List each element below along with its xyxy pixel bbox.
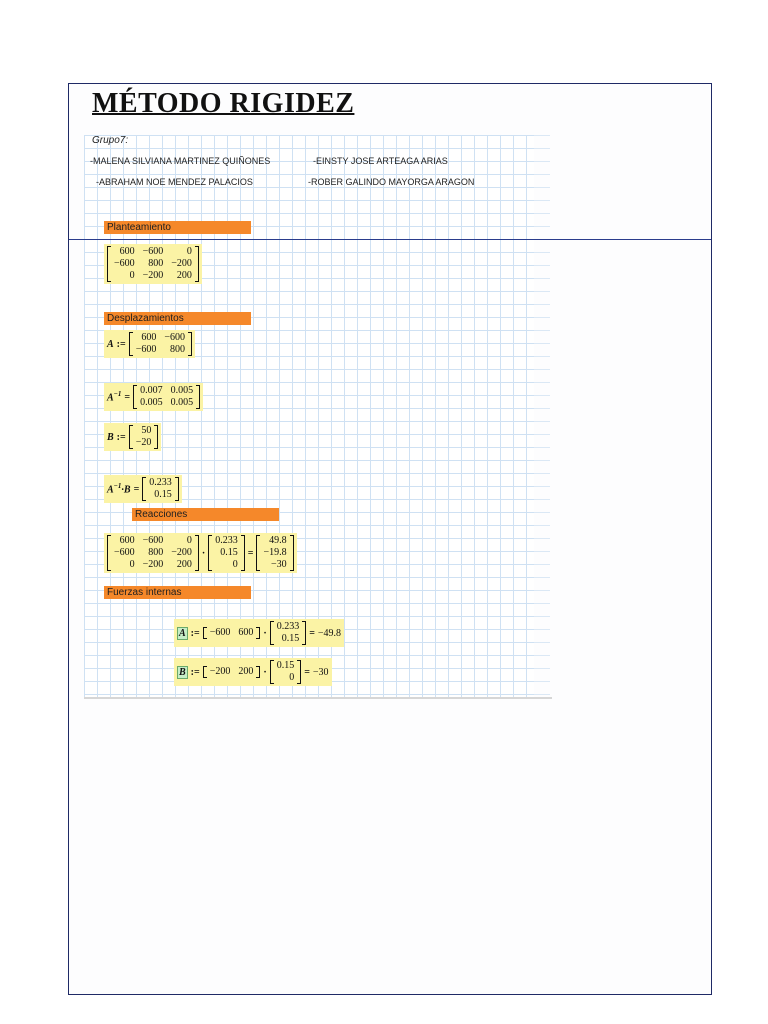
matrix-cell: 0.005 [170, 385, 194, 396]
stiffness-matrix [107, 246, 199, 282]
group-label: Grupo7: [92, 135, 129, 146]
reactions-vector [256, 535, 293, 571]
matrix-cell: −600 [114, 258, 135, 269]
matrix-cell: −600 [142, 535, 164, 546]
member-name: -ABRAHAM NOE MENDEZ PALACIOS [96, 177, 253, 187]
bracket-right [256, 666, 260, 678]
matrix-cell: −200 [209, 666, 231, 677]
worksheet-grid [84, 135, 534, 698]
multiply-operator: · [201, 547, 206, 559]
member-name: -MALENA SILVIANA MARTINEZ QUIÑONES [90, 156, 271, 166]
worksheet-bottom-edge [84, 697, 552, 699]
matrix-cell: −200 [171, 258, 192, 269]
header-divider [69, 239, 711, 240]
section-fuerzas-internas: Fuerzas internas [104, 586, 251, 599]
matrix-cell: 800 [148, 258, 164, 269]
matrix-A-definition [104, 330, 195, 358]
variable-A: A [107, 338, 114, 350]
matrix-cell: 0.15 [276, 660, 295, 671]
matrix-cell: 0.007 [140, 385, 163, 396]
matrix-cell: 600 [141, 332, 157, 343]
matrix-A [129, 332, 192, 356]
column-vector-B [270, 660, 302, 684]
multiply-operator: · [263, 666, 267, 678]
reactions-computation [104, 533, 297, 573]
vector-B-definition [104, 423, 161, 451]
equals-operator: = [309, 627, 315, 639]
matrix-cell: 200 [176, 270, 192, 281]
internal-force-A [174, 619, 344, 647]
force-A-result: −49.8 [317, 627, 342, 639]
matrix-cell: 0 [232, 559, 238, 570]
matrix-cell: 0 [289, 672, 295, 683]
section-planteamiento: Planteamiento [104, 221, 251, 234]
matrix-cell: −200 [142, 559, 164, 570]
page-title: MÉTODO RIGIDEZ [92, 88, 355, 119]
variable-B-force: B [179, 666, 186, 678]
matrix-cell: 800 [148, 547, 164, 558]
matrix-cell: 600 [119, 246, 135, 257]
force-B-result: −30 [312, 666, 329, 678]
matrix-cell: −600 [209, 627, 231, 638]
equals-operator: = [247, 547, 254, 559]
matrix-cell: 0.15 [281, 633, 300, 644]
matrix-cell: −200 [171, 547, 192, 558]
matrix-cell: −20 [135, 437, 152, 448]
matrix-cell: −600 [135, 344, 157, 355]
matrix-cell: −600 [114, 547, 135, 558]
matrix-cell: −600 [164, 332, 185, 343]
matrix-A-inverse [133, 385, 200, 409]
matrix-cell: 0.233 [215, 535, 238, 546]
matrix-cell: 0 [129, 559, 135, 570]
define-operator: := [190, 627, 200, 639]
matrix-cell: 200 [176, 559, 192, 570]
worksheet-grid-margin [534, 135, 550, 698]
stiffness-matrix [107, 535, 199, 571]
matrix-cell: 0 [186, 246, 192, 257]
matrix-cell: 800 [169, 344, 185, 355]
define-operator: := [190, 666, 200, 678]
row-vector-B [203, 666, 261, 678]
bracket-right [195, 246, 199, 282]
matrix-cell: 50 [141, 425, 152, 436]
define-operator: := [116, 338, 126, 350]
expr-Ainv-B: $A^{-1}\cdot B$ [107, 482, 131, 496]
variable-A-inverse: $A^{-1}$ [107, 390, 122, 404]
bracket-right [195, 535, 199, 571]
inverse-A-result [104, 383, 203, 411]
vector-B [129, 425, 159, 449]
bracket-right [302, 621, 306, 645]
matrix-cell: 600 [238, 627, 254, 638]
section-desplazamientos: Desplazamientos [104, 312, 251, 325]
matrix-cell: 0 [186, 535, 192, 546]
equals-operator: = [133, 483, 140, 495]
matrix-cell: −30 [270, 559, 287, 570]
matrix-cell: 0.15 [220, 547, 238, 558]
variable-A-force: A [179, 627, 186, 639]
section-reacciones: Reacciones [132, 508, 279, 521]
matrix-cell: 200 [238, 666, 254, 677]
member-name: -ROBER GALINDO MAYORGA ARAGON [308, 177, 475, 187]
variable-B: B [107, 431, 114, 443]
bracket-right [175, 477, 179, 501]
bracket-right [290, 535, 294, 571]
define-operator: := [116, 431, 126, 443]
bracket-right [241, 535, 245, 571]
multiply-operator: · [263, 627, 267, 639]
stiffness-matrix-region [104, 244, 202, 284]
matrix-cell: −19.8 [263, 547, 287, 558]
displacement-result [104, 475, 182, 503]
equals-operator: = [124, 391, 131, 403]
matrix-cell: 0.005 [140, 397, 163, 408]
matrix-cell: 0 [129, 270, 135, 281]
matrix-cell: −600 [142, 246, 164, 257]
displacement-vector-full [208, 535, 245, 571]
row-vector-A [203, 627, 261, 639]
matrix-cell: 0.15 [154, 489, 172, 500]
internal-force-B [174, 658, 332, 686]
matrix-cell: 49.8 [269, 535, 287, 546]
member-name: -EINSTY JOSE ARTEAGA ARIAS [313, 156, 448, 166]
matrix-cell: 0.233 [149, 477, 172, 488]
bracket-right [154, 425, 158, 449]
column-vector-A [270, 621, 307, 645]
matrix-cell: −200 [142, 270, 164, 281]
bracket-right [297, 660, 301, 684]
equals-operator: = [304, 666, 310, 678]
matrix-cell: 0.233 [276, 621, 300, 632]
displacement-vector [142, 477, 179, 501]
bracket-right [256, 627, 260, 639]
matrix-cell: 600 [119, 535, 135, 546]
bracket-right [188, 332, 192, 356]
bracket-right [196, 385, 200, 409]
matrix-cell: 0.005 [170, 397, 194, 408]
